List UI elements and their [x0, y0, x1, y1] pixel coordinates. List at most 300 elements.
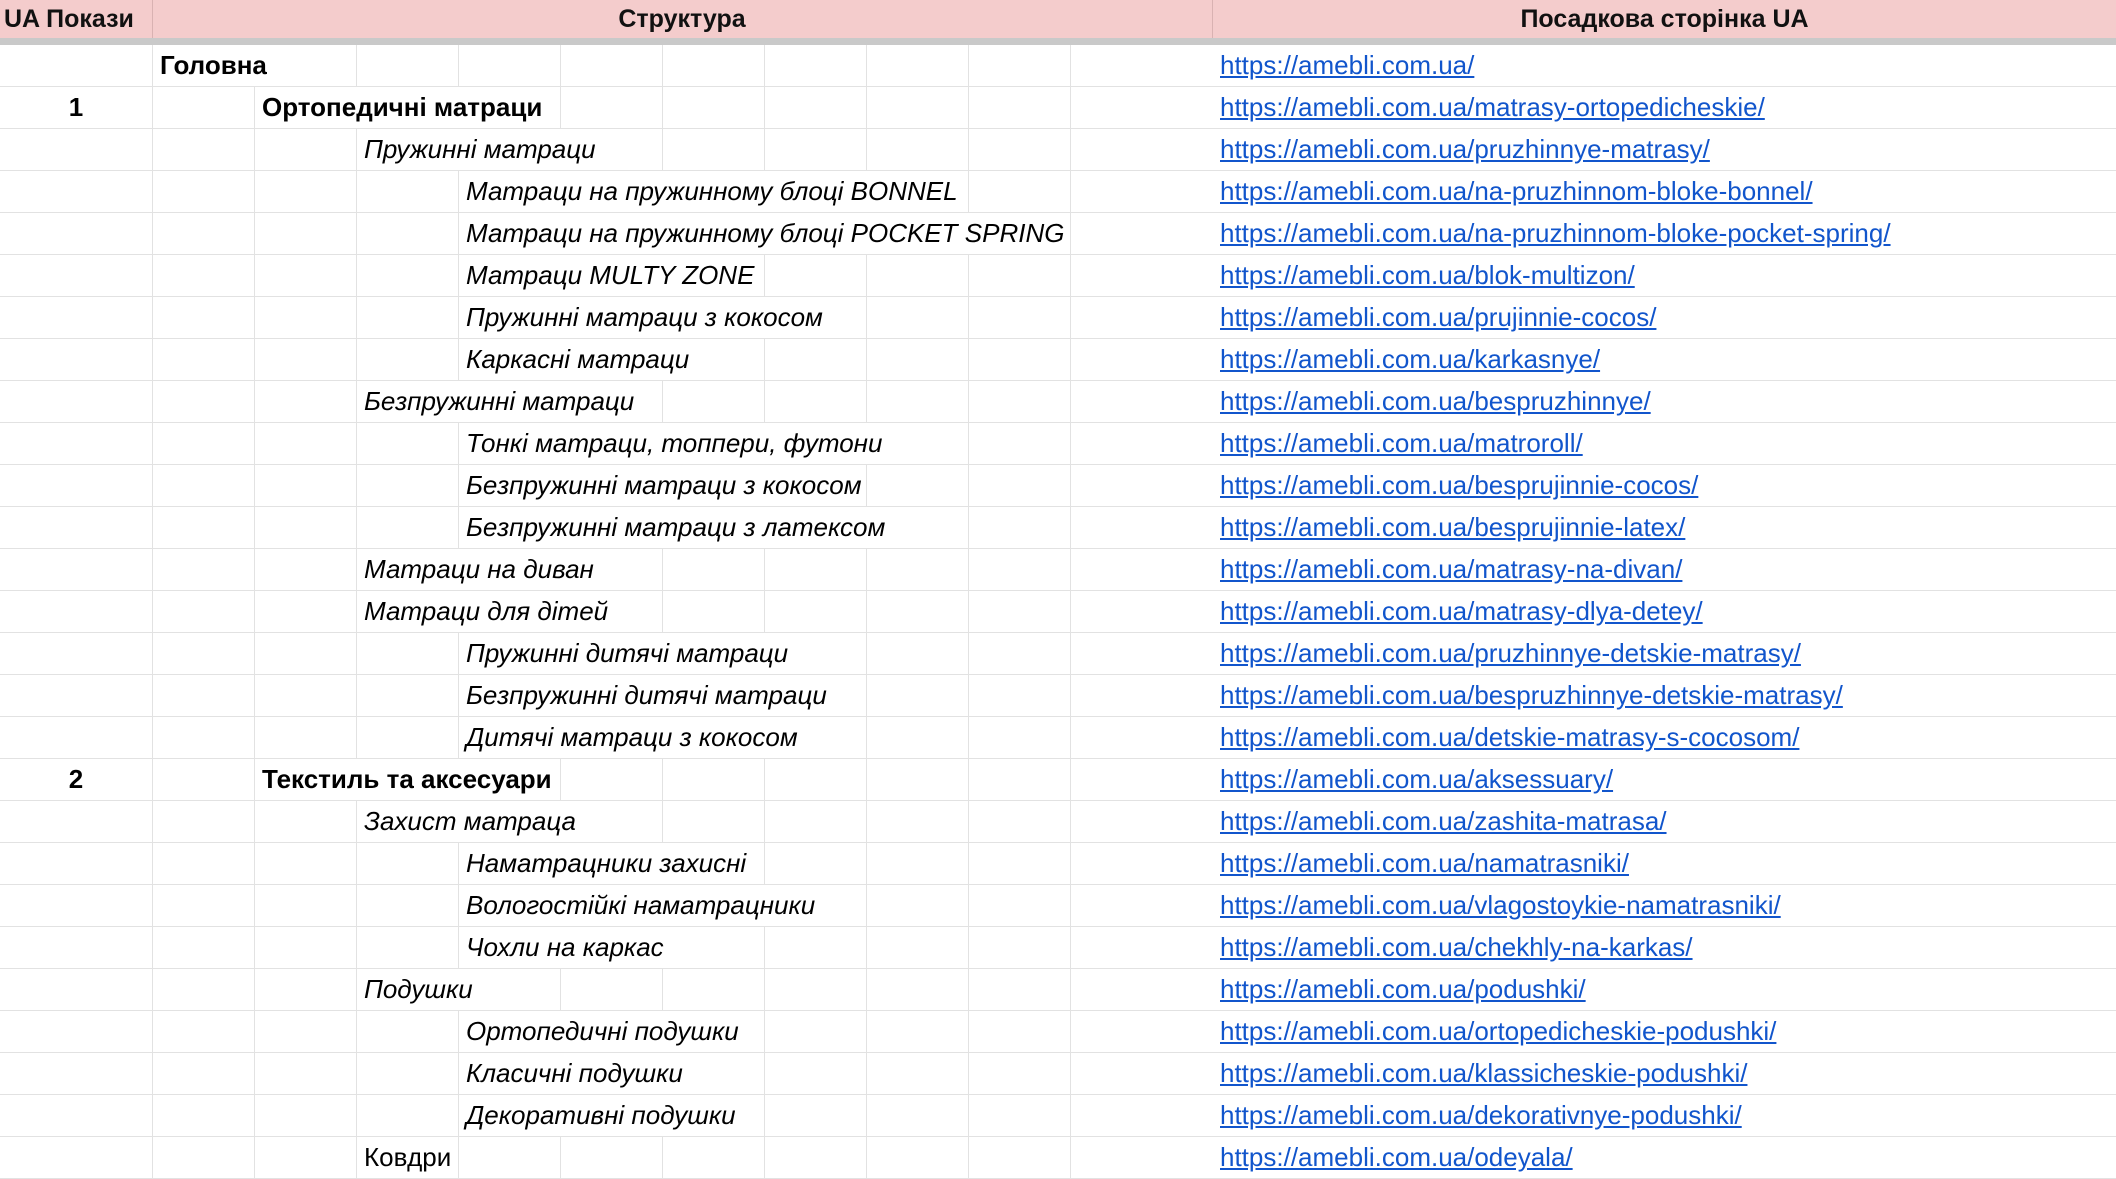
landing-page-link[interactable]: https://amebli.com.ua/klassicheskie-podushki/: [1220, 1058, 1748, 1088]
landing-page-cell[interactable]: [1212, 801, 1667, 842]
cell-border: [356, 423, 357, 465]
cell-border: [152, 1053, 153, 1095]
cell-border: [356, 591, 357, 633]
cell-border: [764, 549, 765, 591]
cell-border: [458, 339, 459, 381]
cell-border: [866, 255, 867, 297]
table-row[interactable]: [0, 549, 2116, 591]
landing-page-link[interactable]: https://amebli.com.ua/detskie-matrasy-s-cocosom/: [1220, 722, 1800, 752]
cell-border: [356, 633, 357, 675]
cell-border: [356, 171, 357, 213]
cell-border: [764, 45, 765, 87]
impressions-cell[interactable]: [0, 45, 152, 86]
impressions-cell[interactable]: [0, 675, 152, 716]
cell-border: [968, 381, 969, 423]
cell-border: [254, 297, 255, 339]
cell-border: [458, 843, 459, 885]
cell-border: [866, 885, 867, 927]
cell-border: [254, 759, 255, 801]
impressions-cell[interactable]: 2: [0, 759, 152, 800]
cell-border: [1070, 549, 1071, 591]
table-row[interactable]: [0, 1095, 2116, 1137]
landing-page-link[interactable]: https://amebli.com.ua/besprujinnie-cocos/: [1220, 470, 1699, 500]
cell-border: [968, 129, 969, 171]
landing-page-cell[interactable]: [1212, 1053, 1747, 1094]
cell-border: [254, 1137, 255, 1179]
structure-cell[interactable]: Матраци на пружинному блоці POCKET SPRING: [466, 213, 1066, 254]
landing-page-cell[interactable]: [1212, 1137, 1573, 1178]
cell-border: [356, 549, 357, 591]
cell-border: [662, 1137, 663, 1179]
landing-page-cell[interactable]: [1212, 465, 1698, 506]
cell-border: [662, 87, 663, 129]
table-row[interactable]: [0, 1137, 2116, 1179]
structure-cell[interactable]: Пружинні матраци з кокосом: [466, 297, 825, 338]
cell-border: [764, 1095, 765, 1137]
table-row[interactable]: [0, 87, 2116, 129]
table-row[interactable]: [0, 717, 2116, 759]
table-row[interactable]: [0, 129, 2116, 171]
impressions-cell[interactable]: [0, 423, 152, 464]
cell-border: [1070, 381, 1071, 423]
cell-border: [1070, 255, 1071, 297]
cell-border: [152, 129, 153, 171]
cell-border: [356, 1137, 357, 1179]
table-row[interactable]: [0, 465, 2116, 507]
cell-border: [764, 129, 765, 171]
table-row[interactable]: [0, 171, 2116, 213]
cell-border: [1070, 87, 1071, 129]
cell-border: [356, 297, 357, 339]
landing-page-link[interactable]: https://amebli.com.ua/namatrasniki/: [1220, 848, 1629, 878]
structure-cell[interactable]: Пружинні дитячі матраци: [466, 633, 790, 674]
impressions-cell[interactable]: [0, 801, 152, 842]
landing-page-link[interactable]: https://amebli.com.ua/vlagostoykie-namatrasniki/: [1220, 890, 1781, 920]
cell-border: [662, 381, 663, 423]
cell-border: [356, 717, 357, 759]
cell-border: [1070, 759, 1071, 801]
cell-border: [1070, 465, 1071, 507]
cell-border: [1070, 801, 1071, 843]
landing-page-link[interactable]: https://amebli.com.ua/na-pruzhinnom-bloke-pocket-spring/: [1220, 218, 1891, 248]
landing-page-link[interactable]: https://amebli.com.ua/prujinnie-cocos/: [1220, 302, 1657, 332]
cell-border: [1070, 927, 1071, 969]
cell-border: [1070, 717, 1071, 759]
table-row[interactable]: [0, 297, 2116, 339]
structure-cell[interactable]: Текстиль та аксесуари: [262, 759, 554, 800]
impressions-cell[interactable]: [0, 507, 152, 548]
impressions-cell[interactable]: [0, 843, 152, 884]
cell-border: [458, 633, 459, 675]
cell-border: [560, 45, 561, 87]
impressions-cell[interactable]: [0, 1011, 152, 1052]
cell-border: [968, 759, 969, 801]
impressions-cell[interactable]: [0, 969, 152, 1010]
cell-border: [1070, 171, 1071, 213]
landing-page-cell[interactable]: [1212, 1095, 1742, 1136]
cell-border: [458, 717, 459, 759]
cell-border: [356, 927, 357, 969]
cell-border: [968, 1011, 969, 1053]
cell-border: [968, 507, 969, 549]
impressions-cell[interactable]: [0, 1137, 152, 1178]
structure-cell[interactable]: Ортопедичні матраци: [262, 87, 544, 128]
cell-border: [356, 675, 357, 717]
structure-cell[interactable]: Подушки: [364, 969, 475, 1010]
structure-cell[interactable]: Пружинні матраци: [364, 129, 598, 170]
cell-border: [356, 45, 357, 87]
table-row[interactable]: [0, 675, 2116, 717]
cell-border: [968, 87, 969, 129]
table-row[interactable]: [0, 213, 2116, 255]
cell-border: [1070, 507, 1071, 549]
cell-border: [458, 255, 459, 297]
table-row[interactable]: [0, 885, 2116, 927]
cell-border: [866, 801, 867, 843]
cell-border: [866, 339, 867, 381]
landing-page-cell[interactable]: [1212, 255, 1635, 296]
cell-border: [254, 423, 255, 465]
cell-border: [152, 465, 153, 507]
structure-cell[interactable]: Класичні подушки: [466, 1053, 685, 1094]
cell-border: [458, 423, 459, 465]
landing-page-cell[interactable]: [1212, 1011, 1776, 1052]
cell-border: [764, 801, 765, 843]
cell-border: [356, 381, 357, 423]
cell-border: [356, 843, 357, 885]
cell-border: [254, 129, 255, 171]
cell-border: [968, 171, 969, 213]
landing-page-cell[interactable]: [1212, 339, 1600, 380]
cell-border: [968, 1095, 969, 1137]
impressions-cell[interactable]: [0, 129, 152, 170]
impressions-cell[interactable]: [0, 213, 152, 254]
structure-cell[interactable]: Безпружинні матраци з латексом: [466, 507, 887, 548]
structure-cell[interactable]: Вологостійкі наматрацники: [466, 885, 817, 926]
structure-cell[interactable]: Декоративні подушки: [466, 1095, 738, 1136]
cell-border: [152, 549, 153, 591]
structure-cell[interactable]: Матраци MULTY ZONE: [466, 255, 756, 296]
cell-border: [1070, 129, 1071, 171]
landing-page-cell[interactable]: [1212, 87, 1765, 128]
landing-page-link[interactable]: https://amebli.com.ua/matrasy-na-divan/: [1220, 554, 1683, 584]
cell-border: [152, 423, 153, 465]
landing-page-link[interactable]: https://amebli.com.ua/besprujinnie-latex/: [1220, 512, 1686, 542]
cell-border: [866, 381, 867, 423]
structure-cell[interactable]: Безпружинні дитячі матраци: [466, 675, 829, 716]
cell-border: [152, 1011, 153, 1053]
cell-border: [764, 87, 765, 129]
landing-page-cell[interactable]: [1212, 171, 1813, 212]
cell-border: [866, 969, 867, 1011]
impressions-cell[interactable]: [0, 465, 152, 506]
table-row[interactable]: [0, 843, 2116, 885]
cell-border: [968, 927, 969, 969]
cell-border: [1070, 1011, 1071, 1053]
landing-page-cell[interactable]: [1212, 297, 1656, 338]
table-row[interactable]: [0, 801, 2116, 843]
cell-border: [866, 45, 867, 87]
cell-border: [866, 717, 867, 759]
cell-border: [152, 339, 153, 381]
landing-page-link[interactable]: https://amebli.com.ua/zashita-matrasa/: [1220, 806, 1667, 836]
landing-page-link[interactable]: https://amebli.com.ua/matroroll/: [1220, 428, 1583, 458]
cell-border: [254, 843, 255, 885]
table-row[interactable]: [0, 1053, 2116, 1095]
landing-page-cell[interactable]: [1212, 885, 1781, 926]
table-row[interactable]: [0, 1011, 2116, 1053]
cell-border: [968, 633, 969, 675]
cell-border: [254, 675, 255, 717]
cell-border: [560, 969, 561, 1011]
structure-cell[interactable]: Чохли на каркас: [466, 927, 666, 968]
cell-border: [254, 885, 255, 927]
landing-page-cell[interactable]: [1212, 633, 1801, 674]
landing-page-cell[interactable]: [1212, 717, 1799, 758]
cell-border: [662, 801, 663, 843]
cell-border: [1070, 423, 1071, 465]
structure-cell[interactable]: Дитячі матраци з кокосом: [466, 717, 800, 758]
landing-page-link[interactable]: https://amebli.com.ua/bespruzhinnye-detskie-matrasy/: [1220, 680, 1843, 710]
structure-cell[interactable]: Тонкі матраци, топпери, футони: [466, 423, 884, 464]
cell-border: [152, 213, 153, 255]
impressions-cell[interactable]: [0, 549, 152, 590]
table-row[interactable]: [0, 381, 2116, 423]
cell-border: [968, 255, 969, 297]
cell-border: [968, 591, 969, 633]
cell-border: [1070, 591, 1071, 633]
cell-border: [764, 759, 765, 801]
cell-border: [356, 255, 357, 297]
cell-border: [152, 927, 153, 969]
landing-page-link[interactable]: https://amebli.com.ua/matrasy-ortopedicheskie/: [1220, 92, 1765, 122]
cell-border: [662, 591, 663, 633]
cell-border: [1070, 633, 1071, 675]
cell-border: [662, 759, 663, 801]
landing-page-cell[interactable]: [1212, 129, 1710, 170]
landing-page-link[interactable]: https://amebli.com.ua/ortopedicheskie-podushki/: [1220, 1016, 1777, 1046]
cell-border: [254, 171, 255, 213]
cell-border: [152, 969, 153, 1011]
structure-cell[interactable]: Ковдри: [364, 1137, 453, 1178]
landing-page-link[interactable]: https://amebli.com.ua/bespruzhinnye/: [1220, 386, 1651, 416]
landing-page-cell[interactable]: [1212, 759, 1613, 800]
cell-border: [764, 591, 765, 633]
impressions-cell[interactable]: [0, 255, 152, 296]
cell-border: [152, 297, 153, 339]
cell-border: [1070, 339, 1071, 381]
table-row[interactable]: [0, 255, 2116, 297]
cell-border: [866, 87, 867, 129]
cell-border: [968, 423, 969, 465]
landing-page-cell[interactable]: [1212, 507, 1685, 548]
structure-cell[interactable]: Наматрацники захисні: [466, 843, 748, 884]
cell-border: [152, 843, 153, 885]
landing-page-cell[interactable]: [1212, 843, 1629, 884]
cell-border: [1070, 1095, 1071, 1137]
cell-border: [152, 759, 153, 801]
cell-border: [560, 759, 561, 801]
header-ua-impressions[interactable]: UA Покази: [4, 5, 134, 33]
cell-border: [458, 171, 459, 213]
structure-cell[interactable]: Матраци на пружинному блоці BONNEL: [466, 171, 960, 212]
cell-border: [866, 1137, 867, 1179]
cell-border: [968, 969, 969, 1011]
structure-cell[interactable]: Ортопедичні подушки: [466, 1011, 741, 1052]
cell-border: [866, 297, 867, 339]
cell-border: [152, 717, 153, 759]
header-structure[interactable]: Структура: [618, 5, 746, 33]
table-row[interactable]: [0, 45, 2116, 87]
cell-border: [866, 465, 867, 507]
table-row[interactable]: [0, 633, 2116, 675]
landing-page-link[interactable]: https://amebli.com.ua/aksessuary/: [1220, 764, 1614, 794]
landing-page-cell[interactable]: [1212, 969, 1586, 1010]
cell-border: [866, 129, 867, 171]
cell-border: [356, 339, 357, 381]
cell-border: [458, 1137, 459, 1179]
table-row[interactable]: [0, 591, 2116, 633]
structure-cell[interactable]: Безпружинні матраци з кокосом: [466, 465, 864, 506]
landing-page-link[interactable]: https://amebli.com.ua/odeyala/: [1220, 1142, 1573, 1172]
cell-border: [764, 927, 765, 969]
cell-border: [968, 45, 969, 87]
structure-cell[interactable]: Матраци на диван: [364, 549, 596, 590]
table-row[interactable]: [0, 759, 2116, 801]
cell-border: [152, 45, 153, 87]
landing-page-link[interactable]: https://amebli.com.ua/karkasnye/: [1220, 344, 1601, 374]
impressions-cell[interactable]: [0, 381, 152, 422]
cell-border: [866, 1053, 867, 1095]
landing-page-link[interactable]: https://amebli.com.ua/: [1220, 50, 1475, 80]
structure-cell[interactable]: Головна: [160, 45, 269, 86]
table-row[interactable]: [0, 423, 2116, 465]
impressions-cell[interactable]: [0, 591, 152, 632]
impressions-cell[interactable]: [0, 885, 152, 926]
cell-border: [866, 549, 867, 591]
cell-border: [152, 87, 153, 129]
landing-page-cell[interactable]: [1212, 675, 1843, 716]
cell-border: [560, 87, 561, 129]
cell-border: [458, 885, 459, 927]
impressions-cell[interactable]: 1: [0, 87, 152, 128]
landing-page-cell[interactable]: [1212, 381, 1651, 422]
landing-page-cell[interactable]: [1212, 549, 1682, 590]
cell-border: [254, 969, 255, 1011]
cell-border: [152, 255, 153, 297]
cell-border: [152, 675, 153, 717]
cell-border: [254, 255, 255, 297]
cell-border: [560, 1137, 561, 1179]
header-landing-page[interactable]: Посадкова сторінка UA: [1520, 5, 1809, 33]
cell-border: [254, 87, 255, 129]
cell-border: [356, 885, 357, 927]
cell-border: [254, 507, 255, 549]
impressions-cell[interactable]: [0, 339, 152, 380]
cell-border: [254, 549, 255, 591]
landing-page-cell[interactable]: [1212, 591, 1703, 632]
landing-page-cell[interactable]: [1212, 927, 1693, 968]
structure-cell[interactable]: Каркасні матраци: [466, 339, 691, 380]
landing-page-link[interactable]: https://amebli.com.ua/pruzhinnye-detskie-matrasy/: [1220, 638, 1801, 668]
table-row[interactable]: [0, 969, 2116, 1011]
structure-cell[interactable]: Безпружинні матраци: [364, 381, 636, 422]
cell-border: [866, 843, 867, 885]
landing-page-cell[interactable]: [1212, 213, 1891, 254]
table-row[interactable]: [0, 927, 2116, 969]
landing-page-link[interactable]: https://amebli.com.ua/matrasy-dlya-detey/: [1220, 596, 1703, 626]
cell-border: [152, 591, 153, 633]
cell-border: [968, 1053, 969, 1095]
cell-border: [254, 927, 255, 969]
cell-border: [764, 339, 765, 381]
cell-border: [458, 507, 459, 549]
cell-border: [254, 339, 255, 381]
landing-page-link[interactable]: https://amebli.com.ua/podushki/: [1220, 974, 1586, 1004]
landing-page-link[interactable]: https://amebli.com.ua/chekhly-na-karkas/: [1220, 932, 1693, 962]
cell-border: [968, 339, 969, 381]
landing-page-link[interactable]: https://amebli.com.ua/na-pruzhinnom-bloke-bonnel/: [1220, 176, 1813, 206]
cell-border: [356, 129, 357, 171]
structure-cell[interactable]: Захист матраца: [364, 801, 578, 842]
cell-border: [458, 1053, 459, 1095]
landing-page-link[interactable]: https://amebli.com.ua/blok-multizon/: [1220, 260, 1635, 290]
landing-page-cell[interactable]: [1212, 45, 1474, 86]
cell-border: [968, 885, 969, 927]
cell-border: [1070, 1053, 1071, 1095]
cell-border: [356, 1053, 357, 1095]
cell-border: [254, 465, 255, 507]
cell-border: [1070, 213, 1071, 255]
landing-page-link[interactable]: https://amebli.com.ua/dekorativnye-podushki/: [1220, 1100, 1742, 1130]
table-row[interactable]: [0, 507, 2116, 549]
impressions-cell[interactable]: [0, 1053, 152, 1094]
cell-border: [968, 297, 969, 339]
impressions-cell[interactable]: [0, 633, 152, 674]
structure-cell[interactable]: Матраци для дітей: [364, 591, 610, 632]
table-row[interactable]: [0, 339, 2116, 381]
cell-border: [968, 843, 969, 885]
cell-border: [152, 1095, 153, 1137]
landing-page-link[interactable]: https://amebli.com.ua/pruzhinnye-matrasy/: [1220, 134, 1710, 164]
cell-border: [968, 549, 969, 591]
cell-border: [1070, 1137, 1071, 1179]
cell-border: [152, 1137, 153, 1179]
cell-border: [968, 465, 969, 507]
impressions-cell[interactable]: [0, 297, 152, 338]
landing-page-cell[interactable]: [1212, 423, 1583, 464]
cell-border: [458, 1095, 459, 1137]
cell-border: [764, 1011, 765, 1053]
impressions-cell[interactable]: [0, 927, 152, 968]
cell-border: [458, 927, 459, 969]
cell-border: [866, 1095, 867, 1137]
cell-border: [356, 507, 357, 549]
cell-border: [764, 381, 765, 423]
cell-border: [764, 969, 765, 1011]
cell-border: [968, 1137, 969, 1179]
cell-border: [152, 801, 153, 843]
cell-border: [152, 507, 153, 549]
impressions-cell[interactable]: [0, 1095, 152, 1136]
impressions-cell[interactable]: [0, 717, 152, 758]
impressions-cell[interactable]: [0, 171, 152, 212]
cell-border: [458, 465, 459, 507]
cell-border: [254, 1053, 255, 1095]
cell-border: [764, 1053, 765, 1095]
cell-border: [1070, 297, 1071, 339]
cell-border: [1070, 843, 1071, 885]
